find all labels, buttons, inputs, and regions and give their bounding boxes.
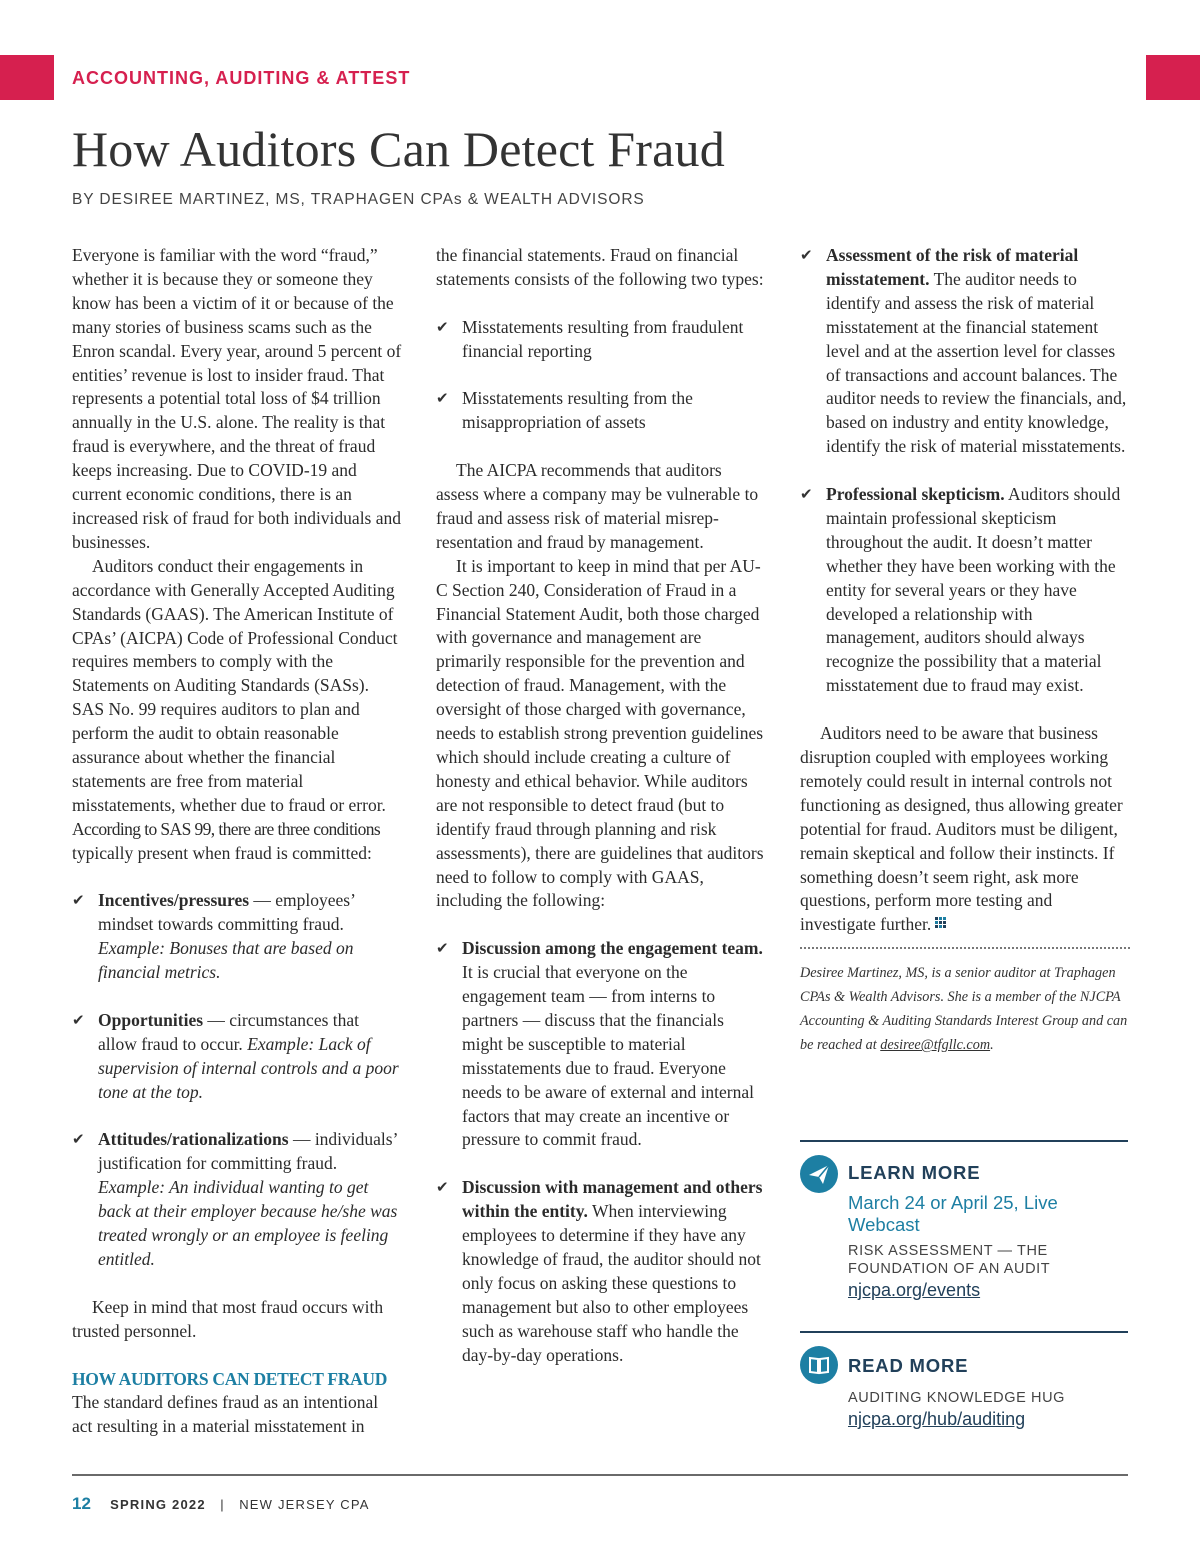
author-email-link[interactable]: desiree@tfgllc.com [880,1037,991,1054]
bullet-term: Incentives/pressures [98,890,250,911]
bullet-item [436,387,766,435]
footer-rule [72,1474,1128,1476]
paragraph: The AICPA recommends that auditors assess where a company may be vulnerable to fraud and assess risk of material misrepresentation and fraud by management. [436,460,759,552]
section-label: ACCOUNTING, AUDITING & ATTEST [72,68,411,88]
checkmark-icon: ✔ [436,939,449,958]
learn-more-box [800,1140,1128,1301]
paragraph-text: According to SAS 99, there are three conditions [72,818,381,839]
event-title: RISK ASSESSMENT — THE FOUNDATION OF AN AUDIT [848,1243,1051,1277]
paragraph: The standard defines fraud as an intentional act resulting in a material misstatement in [72,1392,379,1437]
bullet-term: Assessment of the risk of material misstatement. [826,245,1079,289]
section-tab-right [1146,55,1200,100]
read-more-box [800,1331,1128,1430]
issue-season: SPRING 2022 [110,1497,206,1512]
footer-separator: | [220,1497,225,1512]
bullet-text: Misstatements resulting from the misappropriation of assets [462,388,693,433]
bullet-text: It is crucial that everyone on the engagement team — from interns to partners — discuss that the financials might be susceptible to material misstatements due to fraud. Everyone needs to be aware of external and internal factors that may create an incentive or pressure to commit fraud. [462,962,755,1150]
hub-link[interactable]: njcpa.org/hub/auditing [848,1409,1026,1429]
page-footer [72,1494,370,1514]
end-of-article-icon [935,917,949,931]
bullet-text: — employees’ mindset towards committing fraud. [98,890,355,935]
bullet-item [436,1176,766,1367]
paragraph-text: Auditors conduct their engagements in accordance with Generally Accepted Auditing Standards (GAAS). The American Institute of CPAs’ (AICPA) Code of Professional Conduct requires members to comply with the Statements on Auditing Standards (SASs). SAS No. 99 requires auditors to plan and perform the audit to obtain reasonable assurance about whether the financial statements are free from material misstatements, whether due to fraud or error. [72,555,398,815]
bullet-text: When interviewing employees to determine if they have any knowledge of fraud, the auditor should not only focus on asking these questions to management but also to other employees such as warehouse staff who handle the day-by-day operations. [462,1201,761,1365]
checkmark-icon: ✔ [436,1178,449,1197]
column-3 [800,244,1130,1057]
paragraph: Keep in mind that most fraud occurs with trusted personnel. [72,1296,384,1341]
bullet-term: Opportunities [98,1009,204,1030]
paragraph-text: typically present when fraud is committed: [72,842,372,863]
column-2 [436,244,766,1368]
bullet-item [72,889,402,985]
read-more-heading: READ MORE [848,1355,969,1376]
paragraph: the financial statements. Fraud on financial statements consists of the following two types: [436,245,764,289]
bullet-text: Misstatements resulting from fraudulent financial reporting [462,316,744,361]
bullet-example: Example: Lack of supervision of internal controls and a poor tone at the top. [98,1033,399,1102]
bullet-text: Auditors should maintain professional skepticism throughout the audit. It doesn’t matter whether they have been working with the entity for several years or they have developed a relationship with management, auditors should always recognize the possibility that a material misstatement due to fraud may exist. [826,484,1121,696]
author-bio [800,961,1130,1057]
bullet-text: — individuals’ justification for committing fraud. [98,1129,398,1174]
section-tab-left [0,55,54,100]
learn-more-heading: LEARN MORE [848,1162,981,1183]
checkmark-icon: ✔ [72,1010,85,1029]
hub-title: AUDITING KNOWLEDGE HUG [848,1390,1066,1406]
bullet-term: Attitudes/rationalizations [98,1129,289,1150]
paragraph: It is important to keep in mind that per AU-C Section 240, Consideration of Fraud in a Financial Statement Audit, both those charged with governance and management are primarily responsible for the prevention and detection of fraud. Management, with the oversight of those charged with governance, needs to establish strong prevention guidelines which should include creating a culture of honesty and ethical behavior. While auditors are not responsible to detect fraud (but to identify fraud through planning and risk assessments), there are guidelines that auditors need to follow to comply with GAAS, including the following: [436,555,764,911]
byline: BY DESIREE MARTINEZ, MS, TRAPHAGEN CPAs & WEALTH ADVISORS [72,191,645,208]
bullet-example: Example: An individual wanting to get back at their employer because he/she was treated wrongly or an employee is feeling entitled. [98,1177,398,1270]
bullet-item [800,244,1130,459]
publication-name: NEW JERSEY CPA [239,1497,370,1512]
bullet-text: — circumstances that allow fraud to occur. [98,1009,360,1054]
checkmark-icon: ✔ [436,317,449,336]
events-link[interactable]: njcpa.org/events [848,1280,981,1300]
event-date: March 24 or April 25, Live Webcast [848,1192,1058,1235]
checkmark-icon: ✔ [72,1130,85,1149]
paper-plane-icon [800,1155,838,1193]
checkmark-icon: ✔ [800,485,813,504]
bullet-item [72,1128,402,1271]
bullet-term: Professional skepticism. [826,484,1005,505]
checkmark-icon: ✔ [72,891,85,910]
checkmark-icon: ✔ [436,389,449,408]
checkmark-icon: ✔ [800,246,813,264]
book-icon [800,1346,838,1384]
page-number: 12 [72,1494,91,1513]
bullet-term: Discussion among the engagement team. [462,938,763,959]
bullet-example: Example: Bonuses that are based on financial metrics. [98,938,354,983]
bullet-term: Discussion with management and others within the entity. [462,1177,763,1222]
author-bio-text: Desiree Martinez, MS, is a senior auditor at Traphagen CPAs & Wealth Advisors. She is a member of the NJCPA Accounting & Auditing Standards Interest Group and can be reached at [800,965,1128,1054]
paragraph: Everyone is familiar with the word “fraud,” whether it is because they or someone they know has been a victim of it or because of the many stories of business scams such as the Enron scandal. Every year, around 5 percent of entities’ revenue is lost to insider fraud. That represents a potential total loss of $4 trillion annually in the U.S. alone. The reality is that fraud is everywhere, and the threat of fraud keeps increasing. Due to COVID-19 and current economic conditions, there is an increased risk of fraud for both individuals and businesses. [72,245,402,552]
bullet-text: The auditor needs to identify and assess the risk of material misstatement at the financial statement level and at the assertion level for classes of transactions and account balances. The auditor needs to review the financials, and, based on industry and entity knowledge, identify the risk of material misstatements. [826,268,1127,457]
bullet-item [436,316,766,364]
paragraph [72,555,402,866]
subheading: HOW AUDITORS CAN DETECT FRAUD [72,1368,388,1389]
paragraph-text: Auditors need to be aware that business disruption coupled with employees working remotely could result in internal controls not functioning as designed, thus allowing greater potential for fraud. Auditors must be diligent, remain skeptical and follow their instincts. If something doesn’t seem right, ask more questions, perform more testing and investigate further. [800,723,1123,935]
column-1 [72,244,402,1439]
bullet-item [436,937,766,1152]
author-bio-end: . [990,1037,994,1054]
bullet-item [800,483,1130,698]
article-title: How Auditors Can Detect Fraud [72,121,725,177]
bullet-item [72,1009,402,1105]
dotted-divider [800,947,1130,949]
paragraph [800,722,1130,937]
